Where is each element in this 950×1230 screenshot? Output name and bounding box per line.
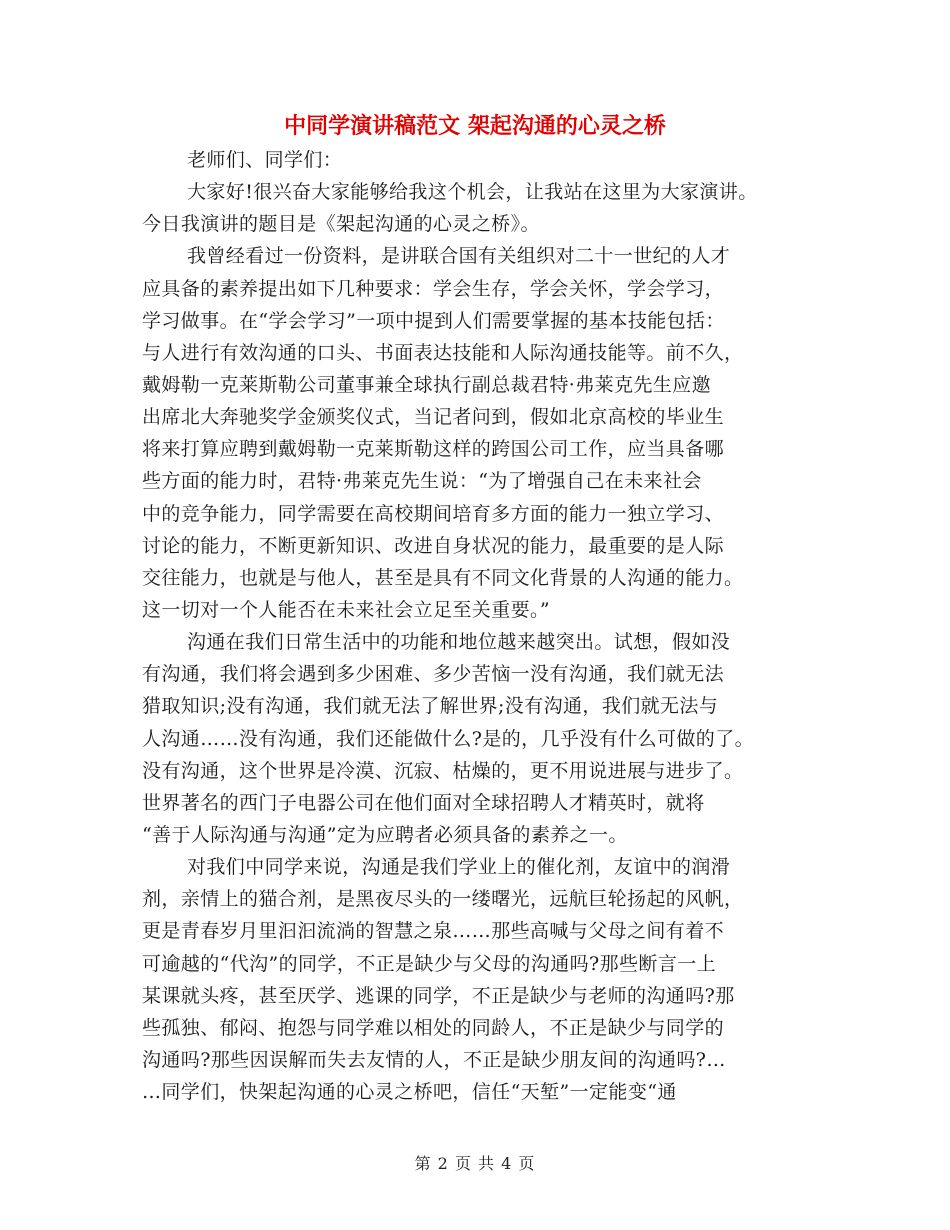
text-line: 些孤独、郁闷、抱怨与同学难以相处的同龄人，不正是缺少与同学的 — [142, 1016, 725, 1039]
document-body — [142, 144, 822, 1108]
text-line: 讨论的能力，不断更新知识、改进自身状况的能力，最重要的是人际 — [142, 534, 725, 557]
document-title: 中同学演讲稿范文 架起沟通的心灵之桥 — [284, 113, 666, 139]
text-line: 今日我演讲的题目是《架起沟通的心灵之桥》。 — [142, 213, 540, 236]
text-line: 将来打算应聘到戴姆勒一克莱斯勒这样的跨国公司工作，应当具备哪 — [142, 438, 725, 461]
text-line: 人沟通……没有沟通，我们还能做什么?是的，几乎没有什么可做的了。 — [142, 727, 754, 750]
text-line: 剂，亲情上的猫合剂，是黑夜尽头的一缕曙光，远航巨轮扬起的风帆， — [142, 888, 744, 911]
text-line: 戴姆勒一克莱斯勒公司董事兼全球执行副总裁君特·弗莱克先生应邀 — [142, 373, 712, 396]
text-line: 应具备的素养提出如下几种要求：学会生存，学会关怀，学会学习， — [142, 277, 725, 300]
text-line: 世界著名的西门子电器公司在他们面对全球招聘人才精英时，就将 — [142, 791, 705, 814]
text-line: 我曾经看过一份资料，是讲联合国有关组织对二十一世纪的人才 — [187, 245, 731, 268]
text-line: 某课就头疼，甚至厌学、逃课的同学，不正是缺少与老师的沟通吗?那 — [142, 984, 735, 1007]
text-line: 可逾越的“代沟”的同学，不正是缺少与父母的沟通吗?那些断言一上 — [142, 952, 717, 975]
text-line: 中的竞争能力，同学需要在高校期间培育多方面的能力一独立学习、 — [142, 502, 725, 525]
text-line: 些方面的能力时，君特·弗莱克先生说：“为了增强自己在未来社会 — [142, 470, 702, 493]
text-line: 老师们、同学们： — [187, 149, 343, 171]
text-line: 更是青春岁月里汩汩流淌的智慧之泉……那些高喊与父母之间有着不 — [142, 920, 725, 943]
text-line: 猎取知识;没有沟通，我们就无法了解世界;没有沟通，我们就无法与 — [142, 695, 719, 718]
text-line: 与人进行有效沟通的口头、书面表达技能和人际沟通技能等。前不久， — [142, 341, 744, 364]
text-line: 交往能力，也就是与他人，甚至是具有不同文化背景的人沟通的能力。 — [142, 566, 744, 589]
text-line: 没有沟通，这个世界是冷漠、沉寂、枯燥的，更不用说进展与进步了。 — [142, 759, 744, 782]
text-line: 出席北大奔驰奖学金颁奖仪式，当记者问到，假如北京高校的毕业生 — [142, 406, 725, 429]
text-line: 沟通吗?那些因误解而失去友情的人，不正是缺少朋友间的沟通吗?… — [142, 1048, 726, 1071]
text-line: 这一切对一个人能否在未来社会立足至关重要。” — [142, 598, 551, 621]
text-line: 大家好!很兴奋大家能够给我这个机会，让我站在这里为大家演讲。 — [187, 181, 758, 204]
text-line: 学习做事。在“学会学习”一项中提到人们需要掌握的基本技能包括： — [142, 309, 725, 332]
text-line: …同学们，快架起沟通的心灵之桥吧，信任“天堑”一定能变“通 — [142, 1081, 677, 1104]
page-footer: 第 2 页 共 4 页 — [414, 1154, 536, 1173]
text-line: 有沟通，我们将会遇到多少困难、多少苦恼一没有沟通，我们就无法 — [142, 663, 725, 686]
text-line: 沟通在我们日常生活中的功能和地位越来越突出。试想，假如没 — [187, 631, 731, 654]
text-line: 对我们中同学来说，沟通是我们学业上的催化剂，友谊中的润滑 — [187, 856, 731, 879]
text-line: “善于人际沟通与沟通”定为应聘者必须具备的素养之一。 — [142, 823, 628, 846]
